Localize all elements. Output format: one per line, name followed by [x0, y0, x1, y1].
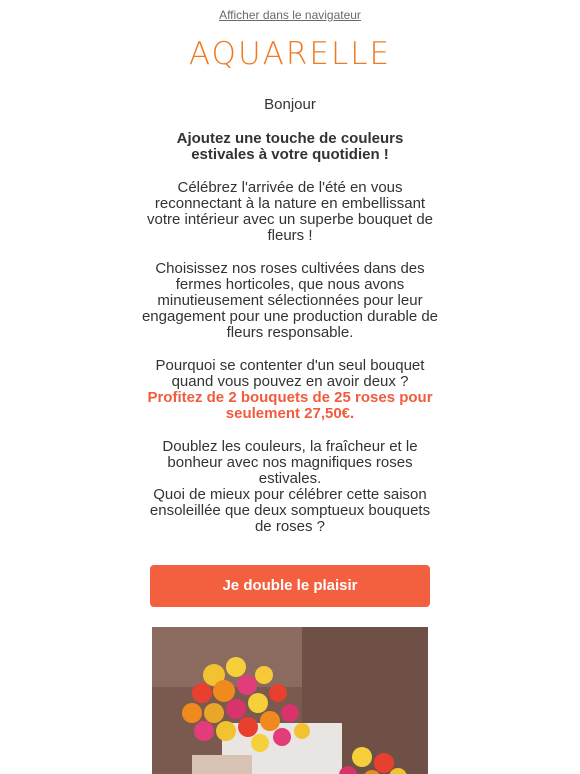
email-body [140, 97, 440, 535]
double-pleasure-button[interactable]: Je double le plaisir [150, 565, 430, 607]
closing-line-1: Doublez les couleurs, la fraîcheur et le bonheur avec nos magnifiques roses estivales. [162, 438, 418, 487]
cta-container [150, 565, 430, 607]
offer-paragraph [140, 358, 440, 422]
brand-logo-text: AQUARELLE [188, 36, 392, 72]
closing-paragraph [140, 439, 440, 535]
offer-highlight: Profitez de 2 bouquets de 25 roses pour seulement 27,50€. [147, 389, 433, 422]
closing-line-2: Quoi de mieux pour célébrer cette saison ensoleillée que deux somptueux bouquets de roses ? [149, 486, 431, 535]
headline-line-1: Ajoutez une touche de couleurs [176, 130, 404, 147]
roses-paragraph: Choisissez nos roses cultivées dans des fermes horticoles, que nous avons minutieusement sélectionnées pour leur engagement pour une production durable de fleurs responsable. [141, 260, 439, 341]
brand-logo[interactable] [0, 36, 580, 74]
intro-paragraph: Célébrez l'arrivée de l'été en vous reconnectant à la nature en embellissant votre intérieur avec un superbe bouquet de fleurs ! [146, 179, 434, 244]
offer-question: Pourquoi se contenter d'un seul bouquet quand vous pouvez en avoir deux ? [155, 357, 425, 390]
headline [140, 131, 440, 163]
top-bar [0, 0, 580, 28]
view-in-browser-link[interactable]: Afficher dans le navigateur [219, 8, 361, 22]
greeting: Bonjour [264, 96, 316, 113]
bouquet-image[interactable] [152, 627, 428, 774]
headline-line-2: estivales à votre quotidien ! [191, 146, 389, 163]
bouquet-photo [152, 627, 428, 774]
